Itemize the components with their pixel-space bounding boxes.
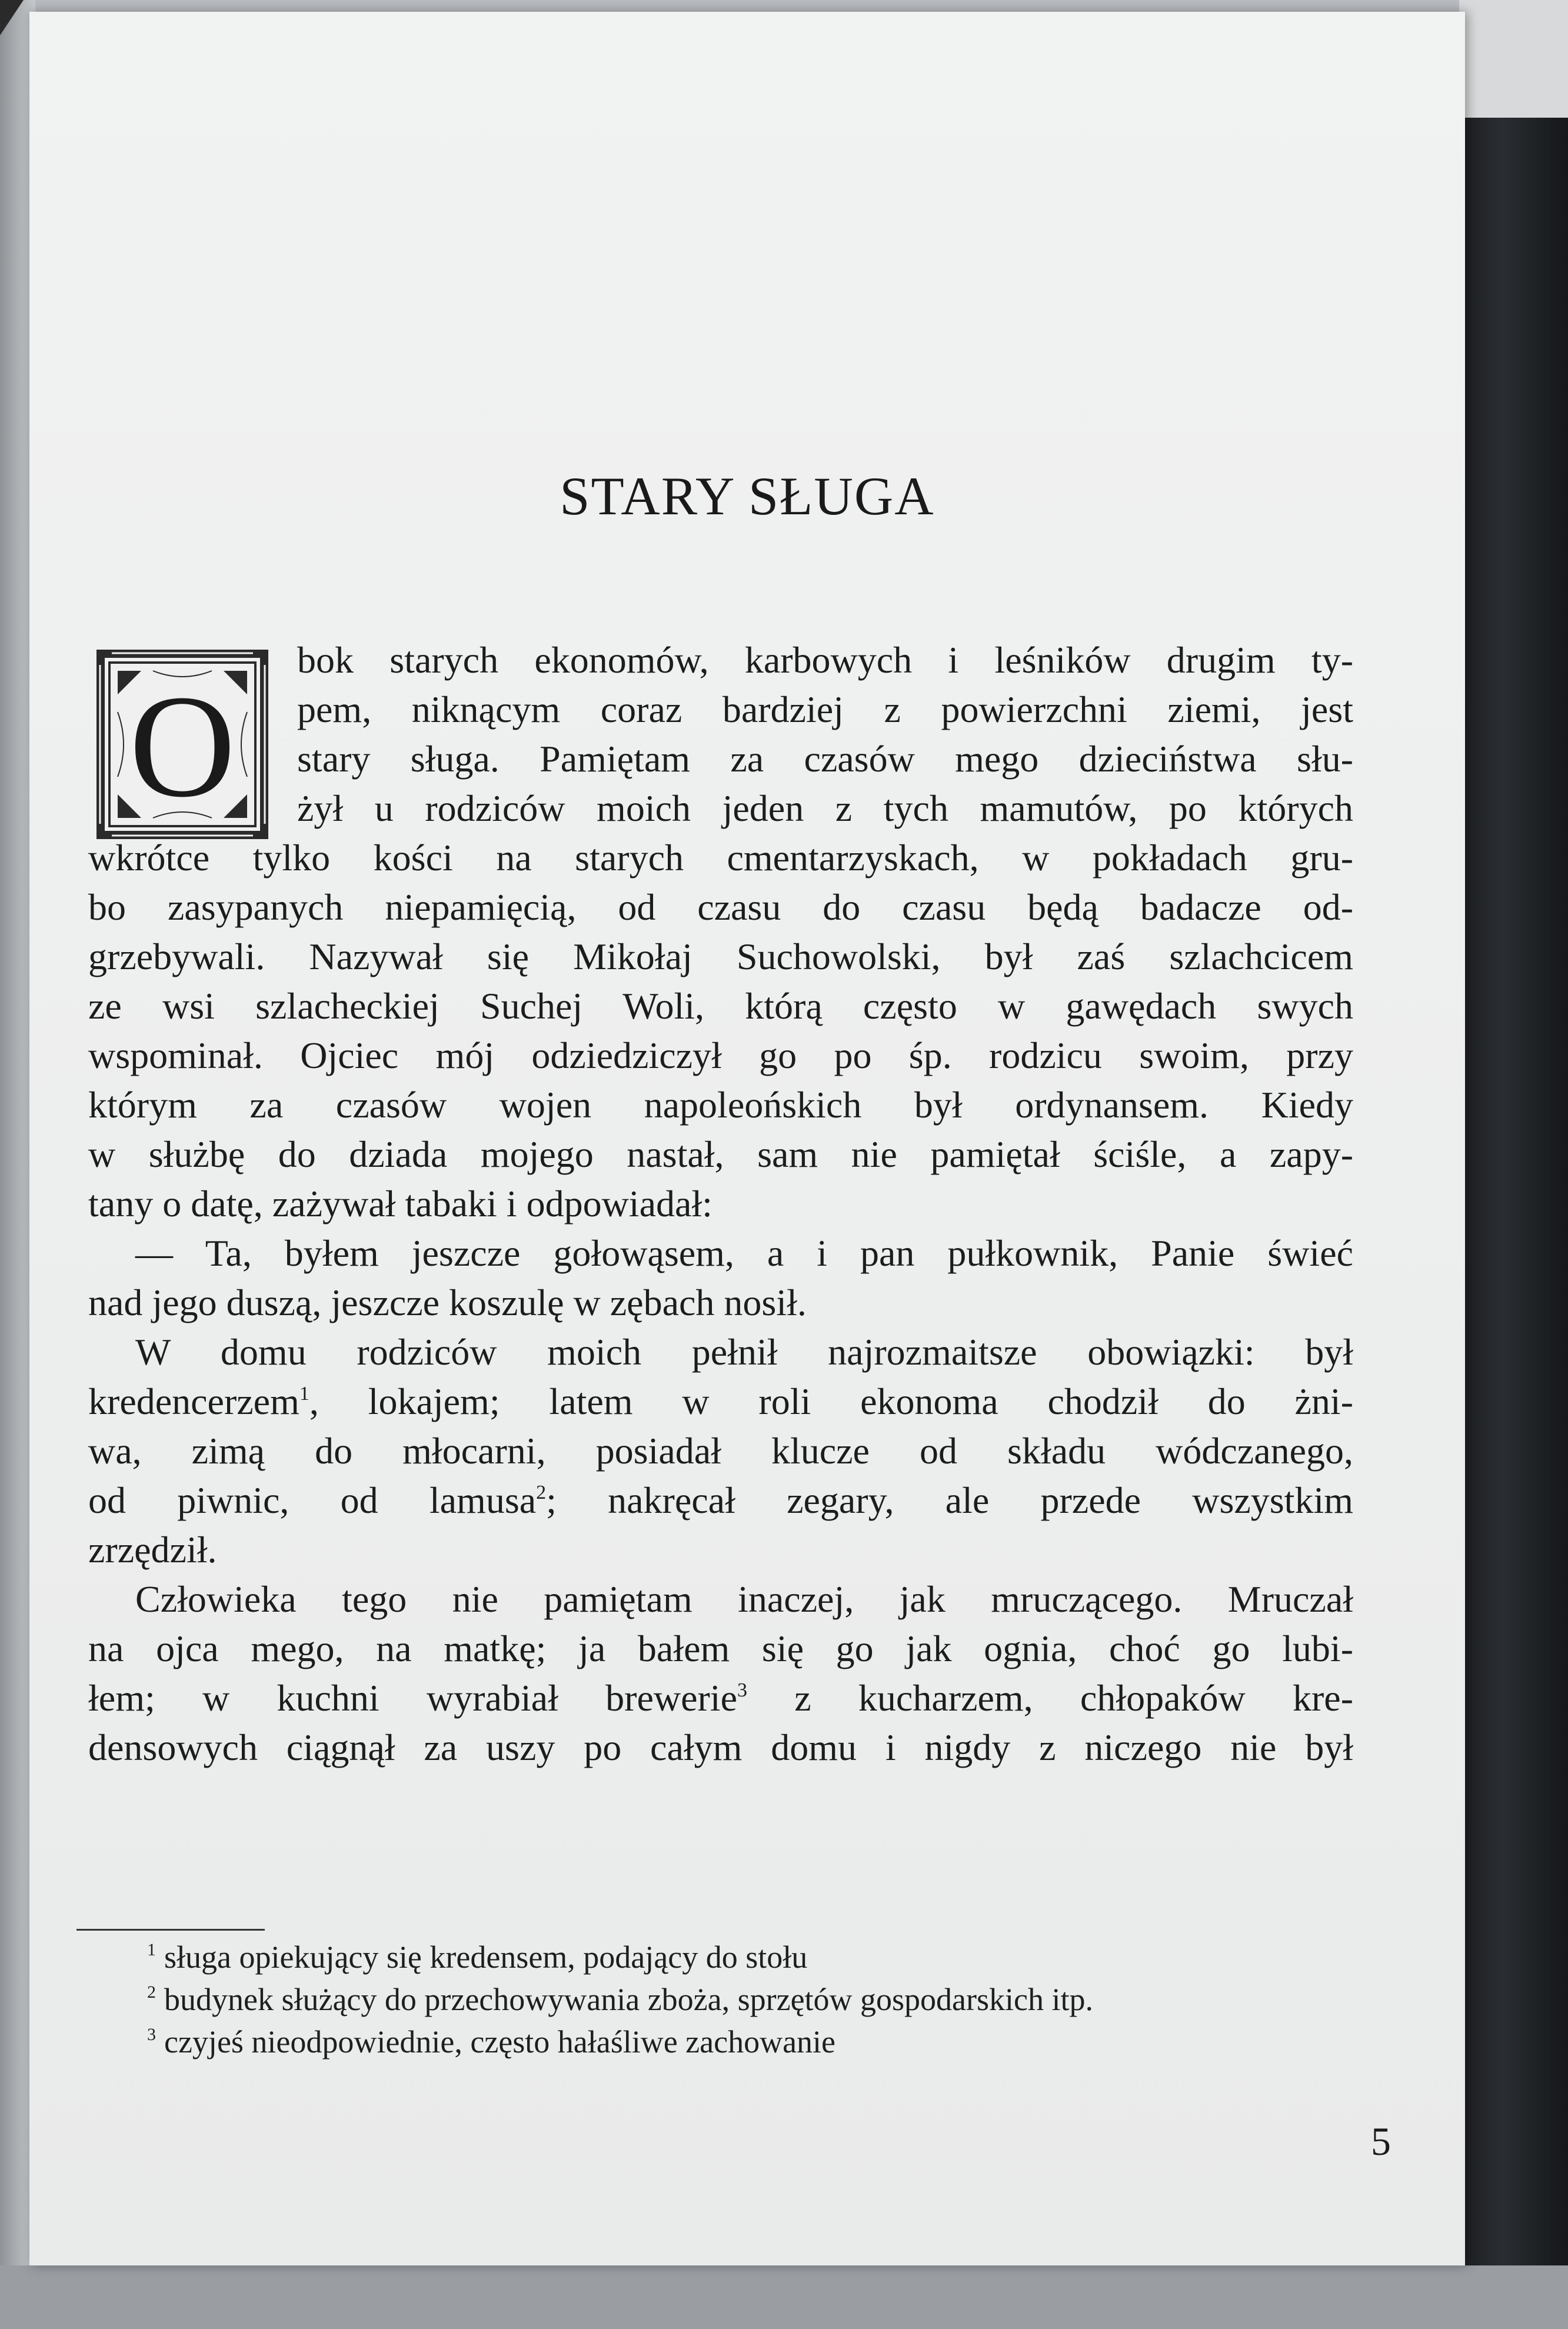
text-segment: kredencerzem bbox=[88, 1380, 299, 1422]
text-line: żył u rodziców moich jeden z tych mamutów, po których bbox=[297, 787, 1353, 829]
footnotes bbox=[147, 1936, 1093, 2063]
text-line: którym za czasów wojen napoleońskich był ordynansem. Kiedy bbox=[88, 1084, 1353, 1126]
footnote-2 bbox=[147, 1978, 1093, 2021]
text-line: ze wsi szlacheckiej Suchej Woli, którą często w gawędach swych bbox=[88, 985, 1353, 1027]
footnote-number: 1 bbox=[147, 1940, 156, 1959]
table-surface bbox=[0, 2265, 1568, 2329]
footnote-text: budynek służący do przechowywania zboża, sprzętów gospodarskich itp. bbox=[164, 1982, 1093, 2017]
text-segment: ; nakręcał zegary, ale przede wszystkim bbox=[546, 1479, 1353, 1521]
background-surface bbox=[1459, 0, 1568, 118]
book-cover-edge bbox=[1459, 118, 1568, 2265]
corner-shadow bbox=[0, 0, 24, 35]
footnote-ref: 1 bbox=[299, 1382, 309, 1405]
text-line: w służbę do dziada mojego nastał, sam nie pamiętał ściśle, a zapy- bbox=[88, 1133, 1353, 1175]
footnote-ref: 2 bbox=[536, 1481, 547, 1503]
text-line: tany o datę, zażywał tabaki i odpowiadał: bbox=[88, 1183, 713, 1225]
paragraph-1-opening bbox=[297, 636, 1353, 833]
body-text bbox=[88, 833, 1353, 1772]
chapter-title: STARY SŁUGA bbox=[560, 466, 935, 526]
text-segment: od piwnic, od lamusa bbox=[88, 1479, 537, 1521]
text-line: densowych ciągnął za uszy po całym domu i nigdy z niczego nie był bbox=[88, 1726, 1353, 1768]
footnote-ref: 3 bbox=[737, 1679, 747, 1701]
footnote-1 bbox=[147, 1936, 1093, 1978]
decorative-initial bbox=[94, 647, 271, 841]
text-line: bok starych ekonomów, karbowych i leśników drugim ty- bbox=[297, 639, 1353, 681]
footnote-text: sługa opiekujący się kredensem, podający do stołu bbox=[164, 1939, 808, 1975]
footnote-divider bbox=[76, 1929, 265, 1931]
text-line bbox=[88, 1673, 1353, 1723]
paragraph-start: W domu rodziców moich pełnił najrozmaitsze obowiązki: był bbox=[135, 1331, 1353, 1373]
footnote-number: 3 bbox=[147, 2025, 156, 2044]
text-line: pem, niknącym coraz bardziej z powierzchni ziemi, jest bbox=[297, 688, 1353, 730]
text-line: bo zasypanych niepamięcią, od czasu do czasu będą badacze od- bbox=[88, 886, 1353, 928]
text-line: wspominał. Ojciec mój odziedziczył go po śp. rodzicu swoim, przy bbox=[88, 1034, 1353, 1076]
text-line: grzebywali. Nazywał się Mikołaj Suchowolski, był zaś szlachcicem bbox=[88, 936, 1353, 977]
text-segment: z kucharzem, chłopaków kre- bbox=[747, 1677, 1353, 1719]
footnote-3 bbox=[147, 2021, 1093, 2063]
page-number: 5 bbox=[1371, 2119, 1391, 2164]
text-line bbox=[88, 1377, 1353, 1426]
footnote-number: 2 bbox=[147, 1982, 156, 2002]
text-line: stary sługa. Pamiętam za czasów mego dzieciństwa słu- bbox=[297, 738, 1353, 780]
book-page bbox=[29, 12, 1465, 2265]
dropcap-letter: O bbox=[129, 665, 236, 828]
text-line: wa, zimą do młocarni, posiadał klucze od składu wódczanego, bbox=[88, 1430, 1353, 1472]
text-line: na ojca mego, na matkę; ja bałem się go jak ognia, choć go lubi- bbox=[88, 1628, 1353, 1669]
text-line: zrzędził. bbox=[88, 1529, 217, 1571]
text-segment: łem; w kuchni wyrabiał brewerie bbox=[88, 1677, 737, 1719]
text-segment: , lokajem; latem w roli ekonoma chodził do żni- bbox=[309, 1380, 1353, 1422]
footnote-text: czyjeś nieodpowiednie, często hałaśliwe zachowanie bbox=[164, 2024, 836, 2059]
text-line: nad jego duszą, jeszcze koszulę w zębach nosił. bbox=[88, 1282, 807, 1323]
text-line bbox=[88, 1476, 1353, 1525]
paragraph-start: Człowieka tego nie pamiętam inaczej, jak mruczącego. Mruczał bbox=[135, 1578, 1353, 1620]
dialogue-line: — Ta, byłem jeszcze gołowąsem, a i pan pułkownik, Panie świeć bbox=[135, 1232, 1353, 1274]
text-line: wkrótce tylko kości na starych cmentarzyskach, w pokładach gru- bbox=[88, 837, 1353, 879]
